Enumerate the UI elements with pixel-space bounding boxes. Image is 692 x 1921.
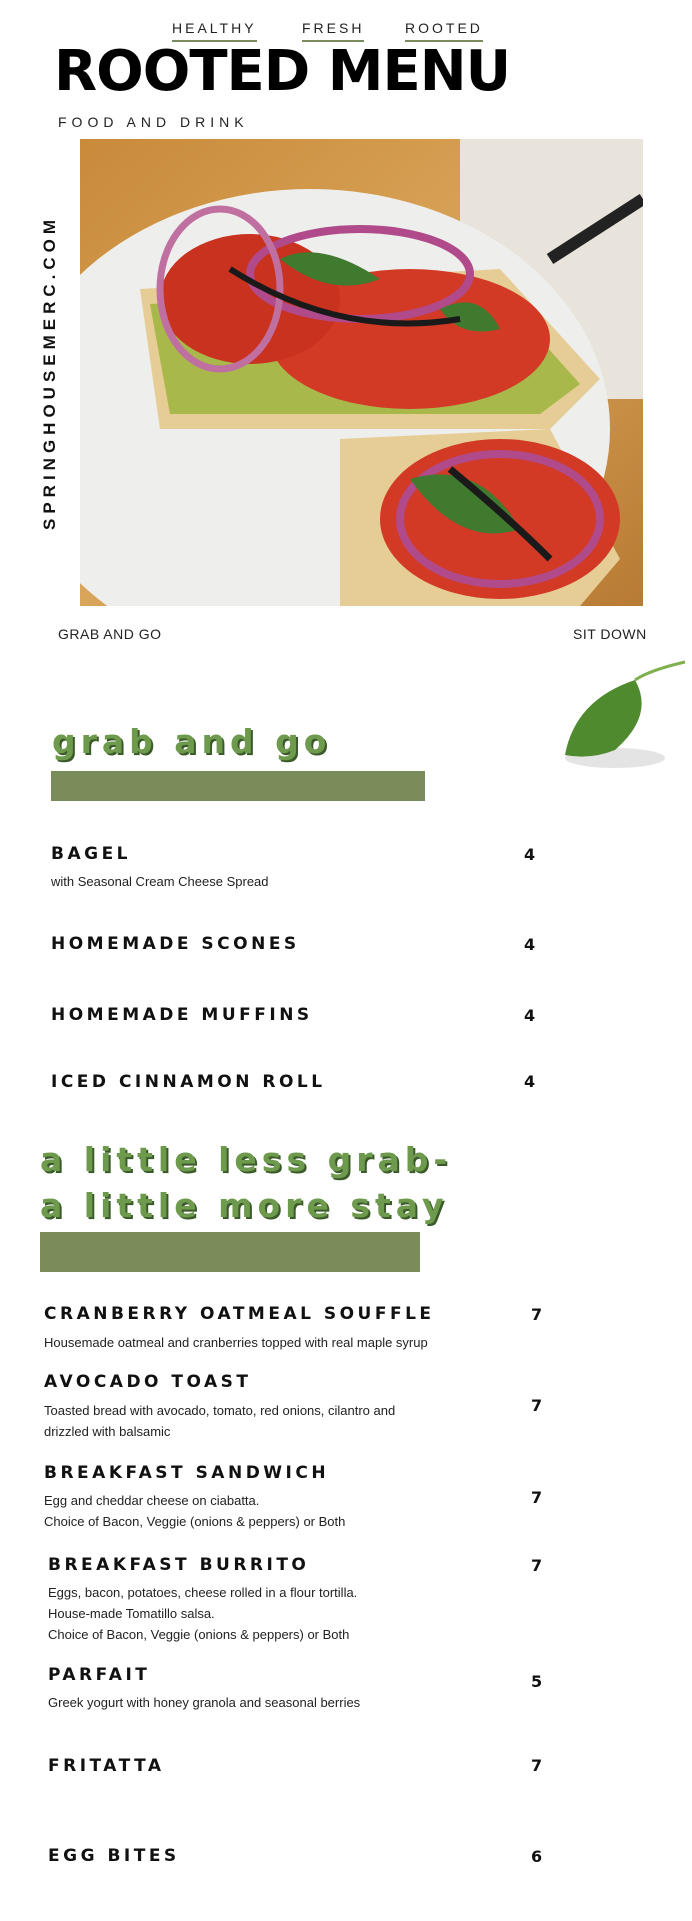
menu-item-price: 4 (524, 935, 536, 954)
website-label: SPRINGHOUSEMERC.COM (40, 214, 59, 530)
section-divider-bar (51, 771, 425, 801)
nav-fresh[interactable]: FRESH (302, 20, 364, 42)
menu-item-name: HOMEMADE SCONES (51, 934, 300, 954)
page-title: ROOTED MENU (54, 39, 511, 104)
menu-item-name: AVOCADO TOAST (44, 1372, 252, 1392)
page-subtitle: FOOD AND DRINK (58, 114, 249, 130)
menu-item-price: 5 (531, 1672, 543, 1691)
menu-item-price: 7 (531, 1488, 543, 1507)
menu-item-desc: Choice of Bacon, Veggie (onions & peppers) or Both (48, 1627, 350, 1642)
menu-item-desc: Eggs, bacon, potatoes, cheese rolled in a flour tortilla. (48, 1585, 358, 1600)
menu-item-desc: Choice of Bacon, Veggie (onions & peppers) or Both (44, 1514, 346, 1529)
menu-item-desc: Toasted bread with avocado, tomato, red onions, cilantro and (44, 1403, 396, 1418)
menu-item-price: 7 (531, 1396, 543, 1415)
sit-down-link[interactable]: SIT DOWN (573, 626, 647, 642)
section-divider-bar (40, 1232, 420, 1272)
menu-item-name: BREAKFAST SANDWICH (44, 1463, 330, 1483)
menu-item-price: 7 (531, 1756, 543, 1775)
menu-item-name: CRANBERRY OATMEAL SOUFFLE (44, 1304, 435, 1324)
menu-item-name: FRITATTA (48, 1756, 165, 1776)
menu-item-name: ICED CINNAMON ROLL (51, 1072, 326, 1092)
section-heading-line1: a little less grab- (40, 1140, 453, 1179)
menu-item-desc: House-made Tomatillo salsa. (48, 1606, 215, 1621)
menu-item-price: 4 (524, 1072, 536, 1091)
menu-item-name: EGG BITES (48, 1846, 180, 1866)
menu-item-desc: Greek yogurt with honey granola and seasonal berries (48, 1695, 361, 1710)
menu-item-name: BREAKFAST BURRITO (48, 1555, 310, 1575)
menu-item-price: 6 (531, 1847, 543, 1866)
menu-item-price: 4 (524, 1006, 536, 1025)
menu-item-price: 7 (531, 1305, 543, 1324)
grab-and-go-link[interactable]: GRAB AND GO (58, 626, 162, 642)
nav-healthy[interactable]: HEALTHY (172, 20, 257, 42)
menu-item-name: HOMEMADE MUFFINS (51, 1005, 313, 1025)
leaf-icon (555, 660, 692, 780)
section-heading-line2: a little more stay (40, 1186, 449, 1225)
menu-item-desc: Egg and cheddar cheese on ciabatta. (44, 1493, 260, 1508)
menu-item-name: PARFAIT (48, 1665, 151, 1685)
menu-item-desc: Housemade oatmeal and cranberries topped with real maple syrup (44, 1335, 428, 1350)
section-heading-grab-and-go: grab and go (52, 722, 332, 761)
menu-item-price: 4 (524, 845, 536, 864)
menu-item-desc: drizzled with balsamic (44, 1424, 171, 1439)
menu-item-desc: with Seasonal Cream Cheese Spread (51, 874, 269, 889)
avocado-toast-photo (80, 139, 643, 606)
menu-item-name: BAGEL (51, 844, 132, 864)
nav-rooted[interactable]: ROOTED (405, 20, 483, 42)
menu-item-price: 7 (531, 1556, 543, 1575)
